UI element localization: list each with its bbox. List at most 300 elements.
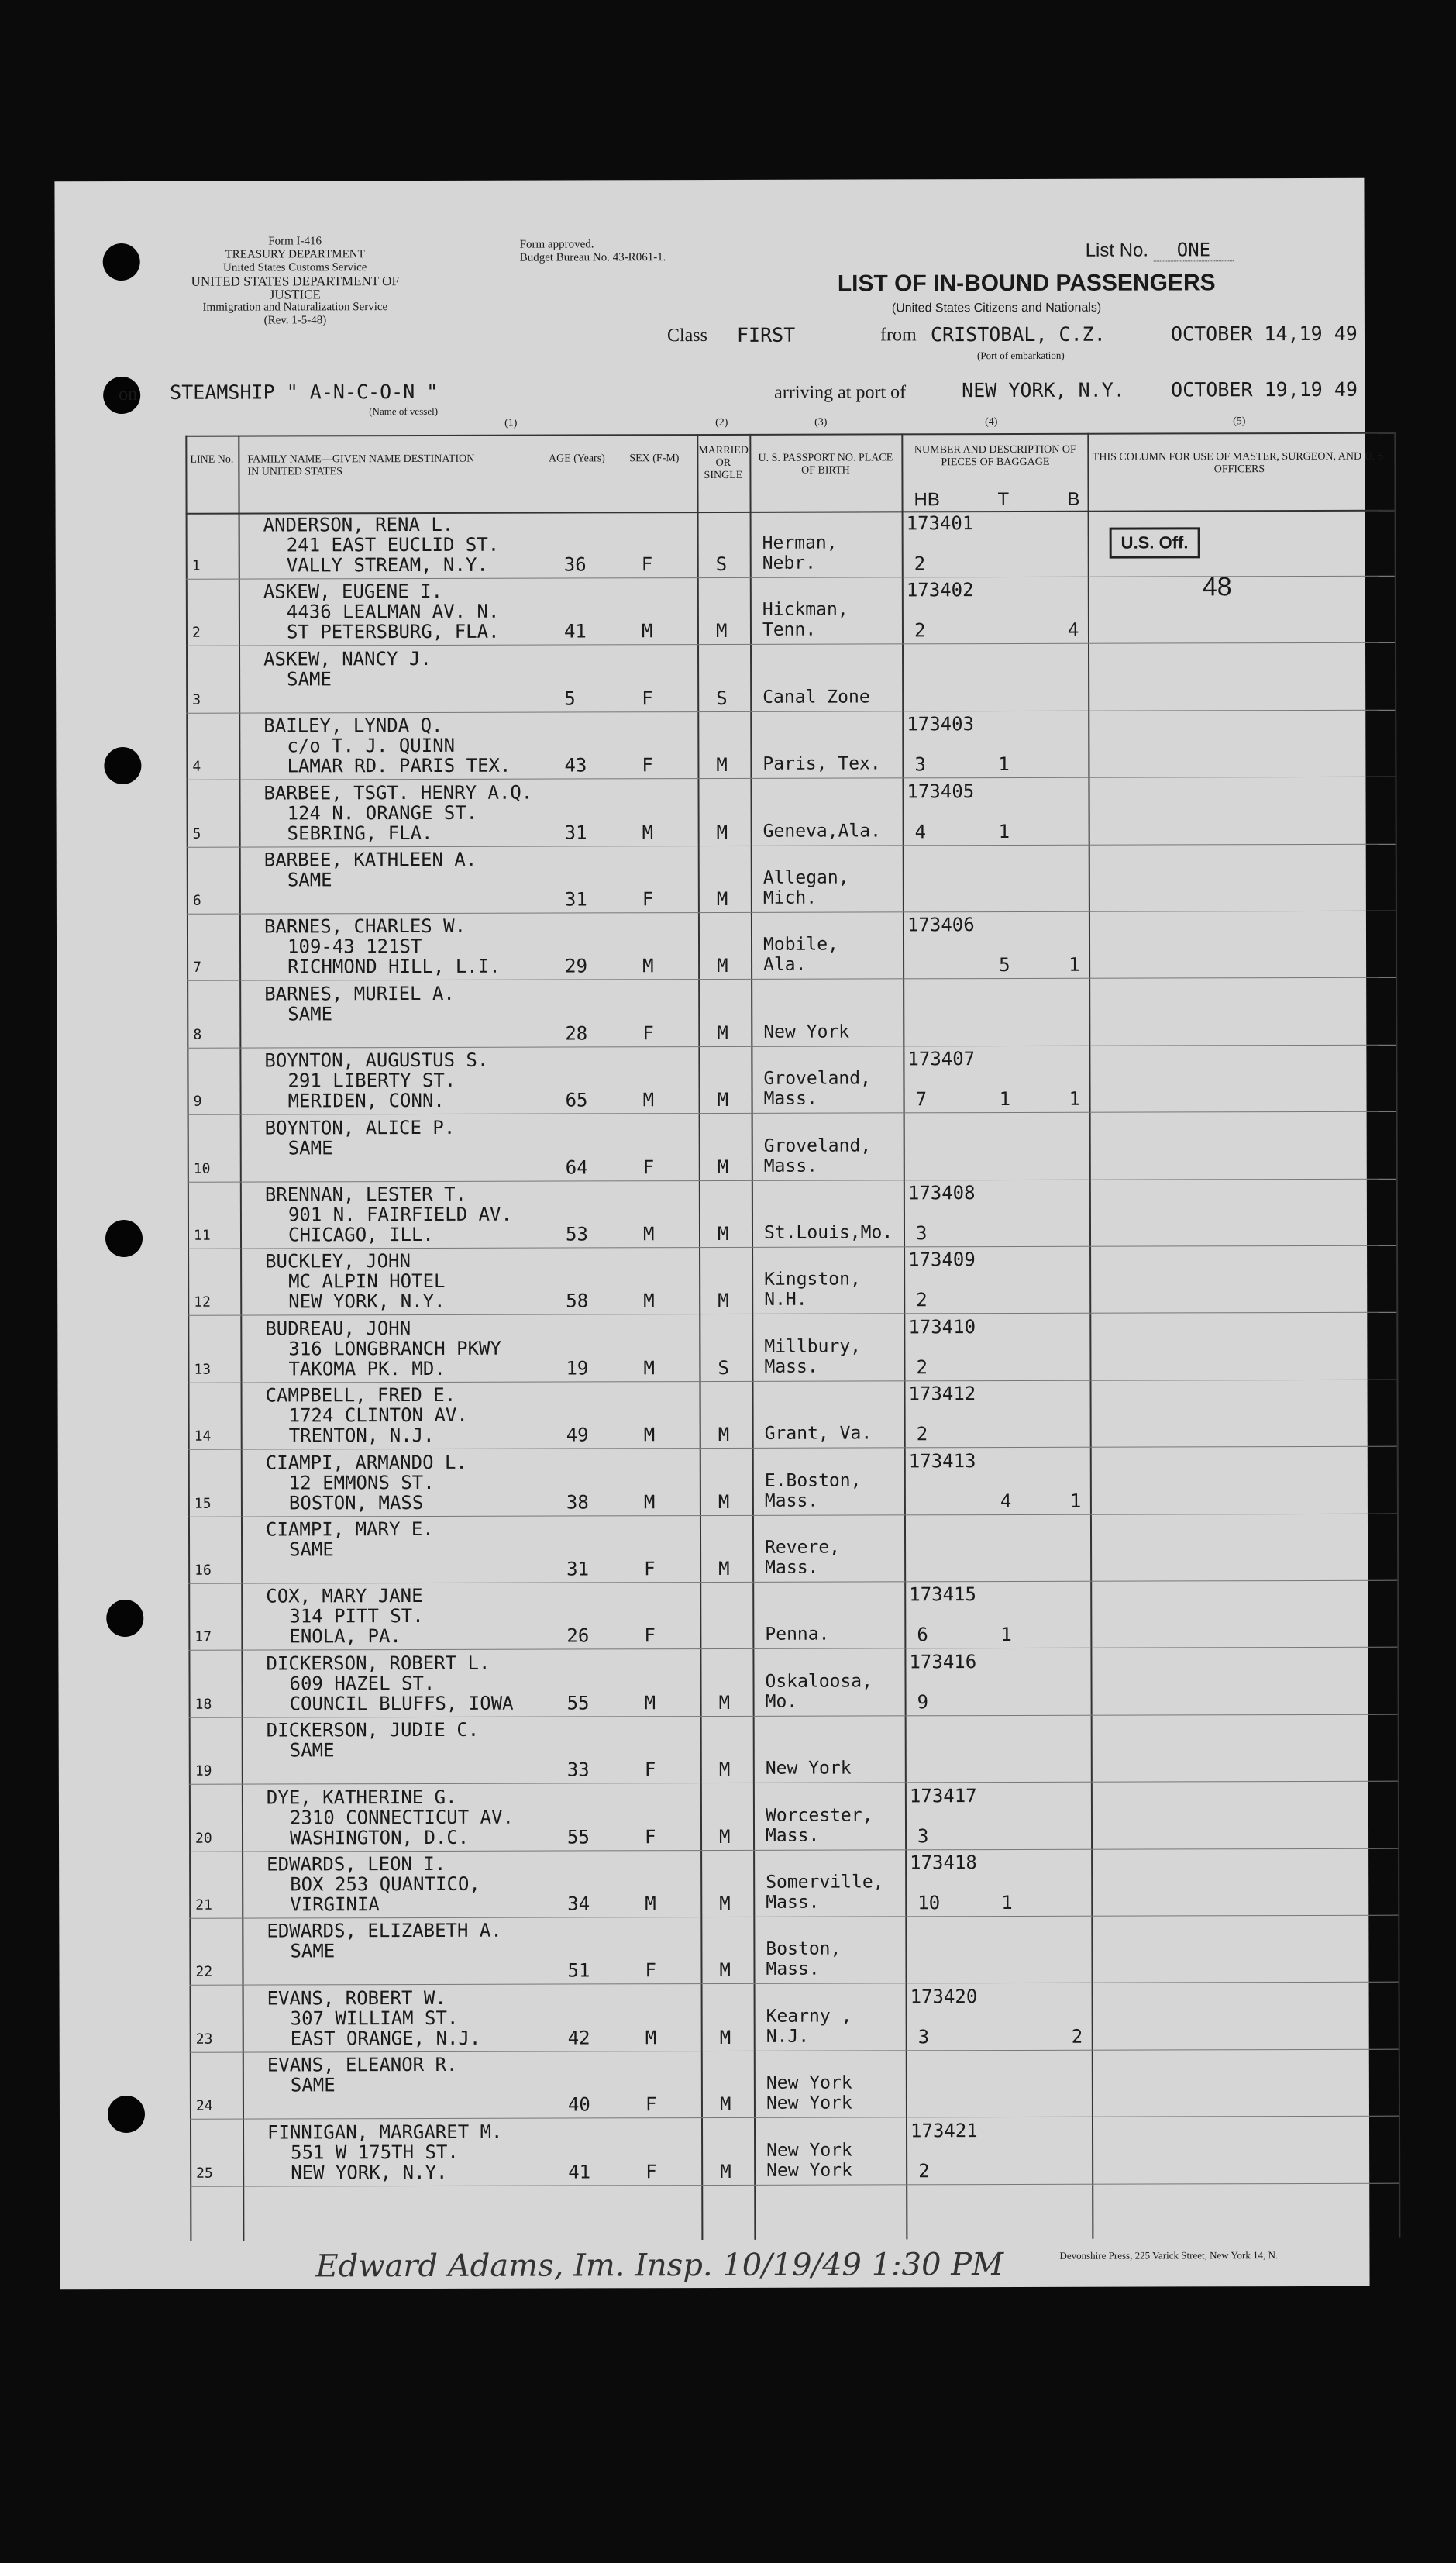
line-number: 1 (191, 557, 201, 574)
line-number: 13 (194, 1361, 212, 1378)
table-row (187, 911, 1396, 981)
birthplace-2: Mo. (765, 1691, 798, 1712)
table-row (190, 2050, 1399, 2120)
baggage-tag: 173416 (909, 1650, 977, 1673)
address-city: WASHINGTON, D.C. (290, 1826, 470, 1849)
birthplace-2: New York (766, 2093, 852, 2114)
baggage-hb: 2 (916, 1356, 928, 1379)
address-line: 291 LIBERTY ST. (287, 1070, 456, 1092)
line-number: 14 (194, 1428, 212, 1445)
marital-status: S (718, 1356, 729, 1379)
address-city: COUNCIL BLUFFS, IOWA (289, 1692, 514, 1715)
address-city: TAKOMA PK. MD. (288, 1357, 446, 1380)
marital-status: M (718, 1290, 729, 1312)
class-label: Class (666, 326, 708, 346)
birthplace-2: Penna. (765, 1624, 830, 1645)
age: 31 (564, 888, 587, 911)
address-line: 1724 CLINTON AV. (288, 1404, 468, 1427)
birthplace: Somerville, (766, 1872, 884, 1893)
table-row (187, 845, 1396, 915)
age: 31 (564, 822, 587, 844)
line-number: 3 (192, 691, 201, 708)
sex: F (644, 1558, 656, 1580)
birthplace-2: New York (765, 1758, 852, 1779)
table-row (189, 1916, 1398, 1986)
baggage-b-header: B (1067, 488, 1080, 510)
age: 36 (563, 553, 587, 576)
marital-status: M (719, 2093, 731, 2116)
baggage-hb: 2 (914, 553, 926, 575)
passenger-name: ANDERSON, RENA L. (263, 513, 454, 536)
baggage-tag: 173413 (908, 1449, 976, 1472)
marital-status: M (716, 821, 728, 843)
line-number: 17 (194, 1629, 212, 1646)
passenger-name: EVANS, ROBERT W. (267, 1986, 446, 2010)
baggage-hb: 4 (914, 820, 927, 842)
baggage-tag: 173418 (910, 1852, 977, 1874)
line-number: 22 (195, 1964, 213, 1981)
address-city: EAST ORANGE, N.J. (290, 2027, 481, 2050)
marital-status: M (717, 1021, 728, 1044)
table-row (188, 1112, 1396, 1182)
baggage-t: 4 (1000, 1490, 1012, 1512)
baggage-t: 1 (998, 753, 1010, 776)
address-line: SAME (290, 2074, 336, 2096)
marital-status: M (720, 2160, 731, 2182)
birthplace: Revere, (765, 1537, 841, 1558)
birthplace-2: Mass. (766, 1959, 820, 1980)
baggage-tag: 173412 (908, 1383, 976, 1405)
age: 34 (567, 1893, 590, 1915)
address-line: SAME (287, 668, 332, 691)
sex: F (645, 2160, 657, 2182)
birthplace-2: N.H. (764, 1290, 807, 1311)
baggage-hb: 2 (916, 1289, 928, 1311)
sex: M (642, 821, 654, 843)
address-line: 241 EAST EUCLID ST. (286, 533, 500, 556)
birthplace: Boston, (766, 1938, 842, 1960)
baggage-t: 1 (999, 1088, 1011, 1111)
address-line: SAME (289, 1538, 334, 1561)
address-city: VALLY STREAM, N.Y. (286, 553, 488, 577)
baggage-tag: 173417 (909, 1784, 977, 1807)
address-city: MERIDEN, CONN. (287, 1090, 445, 1112)
address-line: 551 W 175TH ST. (291, 2141, 459, 2164)
table-row (189, 1782, 1398, 1852)
punch-hole (105, 1220, 143, 1257)
address-line: SAME (287, 869, 332, 891)
line-number: 20 (195, 1830, 212, 1847)
baggage-tag: 173421 (910, 2119, 978, 2141)
sex: M (643, 1290, 655, 1312)
col-sex: SEX (F-M) (629, 453, 680, 465)
page-title: LIST OF IN-BOUND PASSENGERS (837, 270, 1216, 297)
passenger-name: BARNES, MURIEL A. (264, 982, 455, 1005)
punch-hole (104, 747, 141, 784)
sex: F (642, 687, 653, 710)
table-row (188, 1514, 1397, 1584)
line-number: 6 (192, 892, 201, 909)
address-city: TRENTON, N.J. (288, 1424, 435, 1447)
birthplace: Worcester, (765, 1805, 873, 1826)
address-line: c/o T. J. QUINN (287, 735, 456, 757)
port-caption: (Port of embarkation) (977, 349, 1065, 362)
passenger-name: DICKERSON, ROBERT L. (266, 1652, 490, 1675)
printer-credit: Devonshire Press, 225 Varick Street, New York 14, N. (1059, 2249, 1279, 2262)
baggage-tag: 173405 (907, 780, 975, 802)
birthplace: Groveland, (763, 1068, 871, 1090)
arriving-label: arriving at port of (774, 382, 907, 403)
birthplace-2: Mass. (763, 1156, 818, 1176)
address-line: 109-43 121ST (287, 935, 422, 958)
marital-status: M (719, 1959, 731, 1982)
col-name: FAMILY NAME—GIVEN NAME DESTINATION IN UNITED STATES (247, 453, 475, 478)
passenger-name: ASKEW, EUGENE I. (263, 580, 443, 603)
birthplace: Mobile, (762, 934, 838, 956)
baggage-hb: 9 (917, 1691, 929, 1714)
table-row (188, 1447, 1397, 1517)
vessel-caption: (Name of vessel) (369, 405, 439, 418)
age: 40 (567, 2093, 590, 2116)
age: 64 (565, 1156, 588, 1179)
sex: M (644, 1691, 656, 1714)
passenger-name: CIAMPI, ARMANDO L. (265, 1451, 467, 1474)
baggage-b: 1 (1069, 954, 1080, 977)
passenger-name: BOYNTON, AUGUSTUS S. (264, 1049, 489, 1072)
table-row (186, 643, 1395, 713)
passenger-name: DYE, KATHERINE G. (266, 1786, 457, 1809)
passenger-name: ASKEW, NANCY J. (263, 647, 432, 670)
age: 58 (566, 1290, 589, 1312)
table-row (190, 2117, 1399, 2186)
sex: M (643, 1356, 655, 1380)
line-number: 19 (194, 1762, 212, 1779)
sex: M (643, 1490, 656, 1513)
birthplace-2: Mass. (764, 1490, 819, 1511)
baggage-hb: 3 (914, 753, 926, 776)
birthplace: Oskaloosa, (765, 1671, 873, 1692)
address-city: VIRGINIA (290, 1893, 380, 1916)
sex: M (645, 2026, 657, 2049)
sex: F (642, 754, 653, 777)
birthplace-2: Mass. (766, 1892, 820, 1913)
line-number: 2 (191, 625, 201, 642)
address-line: 4436 LEALMAN AV. N. (286, 601, 500, 623)
birthplace-2: New York (766, 2160, 852, 2181)
birthplace-2: Ala. (763, 955, 807, 976)
sex: F (644, 1825, 656, 1848)
line-number: 16 (194, 1562, 212, 1579)
sex: F (644, 1624, 656, 1647)
address-line: 314 PITT ST. (289, 1605, 424, 1628)
age: 41 (568, 2161, 591, 2183)
line-number: 18 (194, 1696, 212, 1713)
birthplace-2: Mass. (765, 1825, 820, 1846)
birthplace-2: Tenn. (762, 620, 817, 641)
birthplace: Millbury, (764, 1336, 862, 1357)
class-value: FIRST (736, 323, 796, 346)
age: 31 (566, 1558, 590, 1580)
address-city: CHICAGO, ILL. (287, 1223, 434, 1246)
line-number: 10 (193, 1160, 211, 1177)
age: 19 (566, 1357, 589, 1380)
passenger-name: BUCKLEY, JOHN (265, 1250, 411, 1273)
age: 29 (565, 955, 588, 977)
address-line: 124 N. ORANGE ST. (287, 801, 478, 825)
marital-status: M (718, 1691, 731, 1714)
table-row (188, 1581, 1397, 1651)
sex: M (642, 1223, 655, 1245)
address-line: 901 N. FAIRFIELD AV. (287, 1203, 512, 1226)
address-city: BOSTON, MASS (288, 1491, 424, 1514)
sex: F (642, 1156, 655, 1178)
line-number: 21 (195, 1896, 212, 1914)
on-label: on (119, 384, 138, 405)
address-line: 307 WILLIAM ST. (290, 2007, 459, 2030)
table-row (188, 1313, 1396, 1383)
baggage-hb: 7 (915, 1088, 928, 1111)
marital-status: S (716, 687, 728, 709)
baggage-tag: 173402 (906, 579, 974, 601)
age: 53 (565, 1223, 588, 1245)
birthplace-2: Geneva,Ala. (762, 821, 882, 842)
arrival-port: NEW YORK, N.Y. (962, 378, 1125, 402)
birthplace-2: Canal Zone (762, 687, 870, 708)
birthplace-2: New York (763, 1021, 850, 1042)
age: 49 (566, 1424, 589, 1446)
birthplace-2: Paris, Tex. (762, 753, 881, 775)
vessel-name: STEAMSHIP " A-N-C-O-N " (170, 380, 439, 404)
marital-status: M (718, 1557, 730, 1579)
marital-status: S (715, 553, 728, 575)
birthplace: Hickman, (762, 599, 848, 621)
passenger-table (185, 415, 1399, 2241)
address-city: RICHMOND HILL, L.I. (287, 956, 501, 978)
passenger-name: FINNIGAN, MARGARET M. (267, 2120, 503, 2144)
inspector-signature: Edward Adams, Im. Insp. 10/19/49 1:30 PM (315, 2247, 1004, 2285)
birthplace-2: Nebr. (762, 553, 817, 574)
line-number: 25 (196, 2165, 213, 2182)
birthplace-2: Grant, Va. (764, 1423, 873, 1445)
passenger-name: EVANS, ELEANOR R. (267, 2054, 458, 2076)
table-row (189, 1715, 1398, 1785)
baggage-hb: 3 (917, 2026, 930, 2048)
col-number: (4) (985, 416, 998, 429)
baggage-tag: 173420 (910, 1985, 978, 2008)
line-number: 4 (192, 758, 201, 775)
marital-status: M (717, 1089, 729, 1111)
passenger-name: BARBEE, TSGT. HENRY A.Q. (263, 781, 533, 804)
sex: F (642, 1021, 654, 1045)
passenger-name: BUDREAU, JOHN (265, 1317, 411, 1340)
baggage-t: 1 (1001, 1891, 1013, 1914)
punch-hole (103, 243, 140, 281)
table-row (186, 510, 1395, 580)
age: 33 (566, 1759, 590, 1781)
age: 26 (566, 1624, 590, 1647)
baggage-tag: 173408 (907, 1182, 976, 1204)
col-age: AGE (Years) (548, 453, 605, 465)
age: 55 (566, 1826, 590, 1848)
birthplace: Allegan, (762, 867, 849, 888)
age: 51 (567, 1959, 590, 1982)
baggage-b: 2 (1071, 2025, 1083, 2048)
baggage-t-header: T (997, 488, 1010, 511)
marital-status: M (716, 754, 728, 777)
baggage-hb: 6 (917, 1624, 928, 1646)
sex: M (642, 955, 654, 977)
baggage-hb-header: HB (914, 489, 940, 511)
baggage-hb: 3 (915, 1222, 928, 1245)
address-city: ENOLA, PA. (289, 1625, 401, 1648)
line-number: 9 (193, 1093, 202, 1110)
address-line: 12 EMMONS ST. (288, 1471, 435, 1494)
marital-status: M (715, 620, 728, 642)
passenger-name: EDWARDS, ELIZABETH A. (267, 1920, 502, 1942)
manifest-page (54, 178, 1387, 2289)
table-row (189, 1849, 1398, 1919)
marital-status: M (718, 1490, 730, 1513)
address-line: 2310 CONNECTICUT AV. (289, 1806, 514, 1829)
page-subtitle: (United States Citizens and Nationals) (891, 301, 1102, 315)
birthplace: New York (766, 2072, 852, 2094)
address-line: SAME (290, 1940, 336, 1962)
marital-status: M (719, 1892, 731, 1914)
line-number: 7 (193, 959, 201, 977)
embark-date: OCTOBER 14,19 49 (1170, 322, 1358, 346)
baggage-tag: 173403 (907, 713, 975, 735)
line-number: 8 (193, 1026, 202, 1043)
col-line-no: LINE No. (190, 453, 234, 466)
baggage-tag: 173401 (906, 512, 974, 535)
birthplace-2: N.J. (766, 2026, 810, 2047)
sex: F (641, 553, 653, 576)
address-line: MC ALPIN HOTEL (288, 1270, 446, 1293)
table-row (188, 1180, 1396, 1249)
marital-status: M (719, 2026, 731, 2048)
col-baggage: NUMBER AND DESCRIPTION OF PIECES OF BAGGAGE (914, 443, 1076, 469)
list-number: List No. ONE (1086, 239, 1234, 262)
birthplace-2: St.Louis,Mo. (763, 1222, 893, 1243)
us-officer-stamp: U.S. Off. (1110, 527, 1200, 558)
sex: M (642, 1089, 655, 1111)
birthplace-2: Mass. (764, 1356, 818, 1377)
line-number: 15 (194, 1495, 212, 1512)
passenger-name: DICKERSON, JUDIE C. (266, 1718, 480, 1741)
age: 55 (566, 1692, 590, 1714)
arrival-date: OCTOBER 19,19 49 (1171, 377, 1358, 401)
address-city: SEBRING, FLA. (287, 822, 433, 845)
address-line: 316 LONGBRANCH PKWY (288, 1337, 501, 1360)
baggage-tag: 173409 (908, 1249, 976, 1271)
address-line: SAME (287, 1136, 333, 1159)
table-row (188, 1246, 1396, 1316)
table-row (190, 1983, 1399, 2052)
passenger-name: CIAMPI, MARY E. (265, 1517, 434, 1541)
baggage-t: 5 (999, 954, 1010, 977)
officer-note: 48 (1202, 572, 1232, 602)
table-row (187, 978, 1396, 1048)
sex: F (642, 888, 654, 911)
sex: M (643, 1424, 656, 1446)
form-header-left: Form I-416 TREASURY DEPARTMENT United States Customs Service UNITED STATES DEPARTMENT OF JUSTICE Immigration and Naturalization Service (Rev. 1-5-48) (191, 235, 399, 327)
line-number: 23 (195, 2031, 213, 2048)
marital-status: M (718, 1825, 731, 1848)
marital-status: M (717, 955, 728, 977)
punch-hole (106, 1600, 143, 1637)
birthplace: Groveland, (763, 1135, 872, 1156)
marital-status: M (718, 1759, 731, 1781)
baggage-t: 1 (998, 820, 1010, 842)
from-label: from (879, 325, 917, 346)
passenger-name: BRENNAN, LESTER T. (264, 1183, 466, 1206)
age: 65 (565, 1089, 588, 1111)
passenger-name: BAILEY, LYNDA Q. (263, 715, 443, 737)
table-row (187, 1046, 1396, 1115)
form-approval: Form approved. Budget Bureau No. 43-R061-1. (519, 238, 666, 264)
passenger-name: EDWARDS, LEON I. (267, 1852, 446, 1876)
birthplace-2: Mass. (765, 1557, 819, 1578)
line-number: 5 (192, 825, 201, 842)
age: 43 (564, 754, 587, 777)
sex: M (645, 1893, 656, 1915)
birthplace: New York (766, 2140, 852, 2161)
address-city: ST PETERSBURG, FLA. (286, 621, 500, 643)
baggage-hb: 2 (916, 1423, 928, 1445)
birthplace: Kearny , (766, 2006, 852, 2027)
birthplace: Kingston, (764, 1269, 861, 1290)
address-line: SAME (289, 1739, 335, 1762)
sex: F (645, 2093, 657, 2116)
passenger-name: BARBEE, KATHLEEN A. (263, 848, 477, 871)
baggage-tag: 173406 (907, 914, 975, 936)
sex: F (645, 1959, 656, 1982)
line-number: 24 (195, 2097, 213, 2114)
punch-hole (108, 2096, 145, 2133)
baggage-hb: 2 (918, 2159, 930, 2182)
address-city: NEW YORK, N.Y. (288, 1290, 446, 1313)
line-number: 11 (193, 1227, 211, 1244)
col-birth: U. S. PASSPORT NO. PLACE OF BIRTH (758, 452, 893, 477)
baggage-b: 1 (1069, 1490, 1082, 1512)
address-city: LAMAR RD. PARIS TEX. (287, 754, 511, 777)
baggage-b: 4 (1067, 619, 1079, 642)
col-number: (2) (715, 416, 728, 429)
address-line: SAME (287, 1003, 333, 1025)
table-row (186, 711, 1395, 780)
marital-status: M (718, 1424, 730, 1446)
age: 5 (564, 687, 576, 710)
marital-status: M (717, 1156, 729, 1178)
address-city: NEW YORK, N.Y. (291, 2161, 448, 2184)
baggage-hb: 3 (917, 1824, 929, 1847)
marital-status: M (717, 1222, 729, 1245)
birthplace-2: Mass. (763, 1088, 817, 1110)
baggage-tag: 173415 (909, 1583, 976, 1606)
birthplace: E.Boston, (764, 1470, 862, 1491)
sex: M (641, 620, 653, 642)
birthplace: Herman, (762, 532, 838, 553)
table-row (188, 1380, 1397, 1450)
age: 41 (563, 620, 587, 642)
birthplace-2: Mich. (762, 887, 817, 908)
address-line: 609 HAZEL ST. (289, 1672, 435, 1695)
table-row (186, 777, 1395, 847)
baggage-tag: 173407 (907, 1048, 976, 1070)
line-number: 12 (194, 1294, 211, 1311)
embark-port: CRISTOBAL, C.Z. (930, 322, 1106, 346)
passenger-name: BARNES, CHARLES W. (263, 915, 466, 938)
